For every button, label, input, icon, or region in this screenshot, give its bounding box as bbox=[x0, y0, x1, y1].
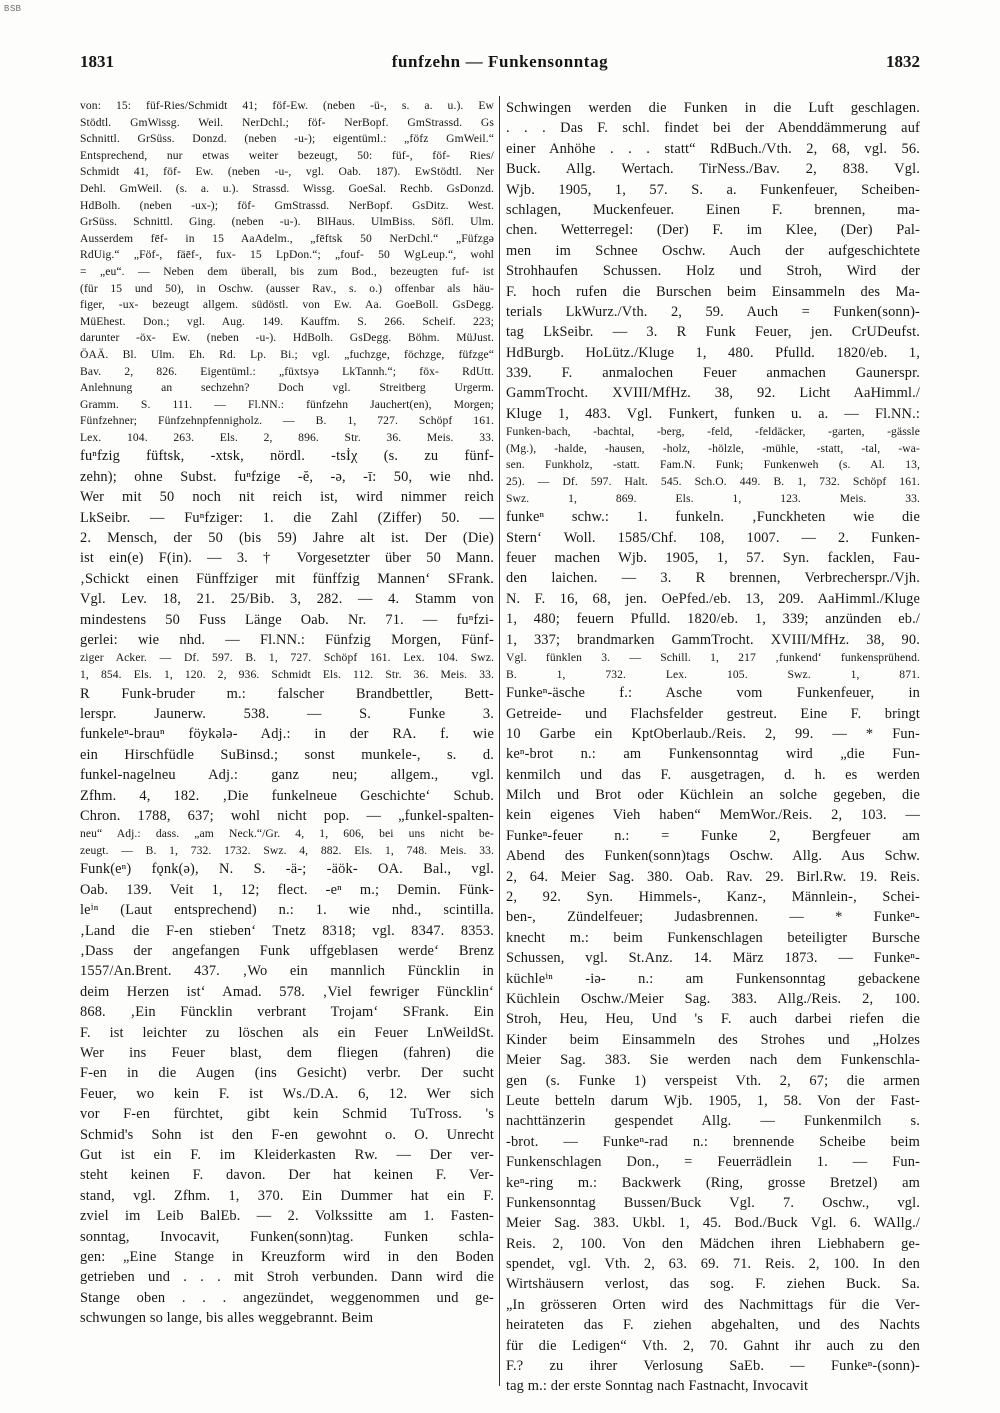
text-line: kenmilch und das F. ausgetragen, d. h. es werden bbox=[506, 766, 920, 783]
text-line: Milch und Brot oder Küchlein an solche gegeben, die bbox=[506, 787, 920, 804]
text-line: keⁿ-brot n.: am Funkensonntag wird „die Fun- bbox=[506, 746, 920, 763]
text-line: darunter -öx- Ew. (neben -u-). HdBolh. GsDegg. Böhm. MüJust. bbox=[80, 331, 494, 345]
text-line: leⁱⁿ (Laut entsprechend) n.: 1. wie nhd., scintilla. bbox=[80, 902, 494, 919]
text-line: knecht m.: beim Funkenschlagen beteiligter Bursche bbox=[506, 929, 920, 946]
page-number-left: 1831 bbox=[80, 52, 114, 71]
text-line: Ausserdem fēf- in 15 AaAdelm., „fēftsk 50 NerDchl.“ „Füfzgə bbox=[80, 231, 494, 245]
text-line: Abend des Funken(sonn)tags Oschw. Allg. Aus Schw. bbox=[506, 848, 920, 865]
text-line: schlagen, Muckenfeuer. Einen F. brennen, ma- bbox=[506, 201, 920, 218]
text-line: (Mg.), -halde, -hausen, -holz, -hölzle, -mühle, -statt, -tal, -wa- bbox=[506, 441, 920, 455]
text-line: Leute betteln darum Wjb. 1905, 1, 58. Von der Fast- bbox=[506, 1092, 920, 1109]
text-line: ‚Schickt einen Fünffziger mit fünffzig Mannen‘ SFrank. bbox=[80, 570, 494, 587]
text-line: feuer machen Wjb. 1905, 1, 57. Syn. facklen, Fau- bbox=[506, 550, 920, 566]
text-line: figer, -ux- bezeugt allgem. südöstl. von Ew. Aa. GoeBoll. GsDegg. bbox=[80, 298, 494, 312]
text-line: einer Anhöhe . . . statt“ RdBuch./Vth. 2, 68, vgl. 56. bbox=[506, 140, 920, 157]
text-line: Getreide- und Flachsfelder gestreut. Eine F. bringt bbox=[506, 705, 920, 722]
text-line: Schwingen werden die Funken in die Luft geschlagen. bbox=[506, 100, 920, 116]
text-line: Funkeⁿ-feuer n.: = Funke 2, Bergfeuer am bbox=[506, 827, 920, 844]
text-line: F. ist leichter zu löschen als ein Feuer LnWeildSt. bbox=[80, 1024, 494, 1041]
text-line: Stange oben . . . angezündet, weggenommen und ge- bbox=[80, 1289, 494, 1306]
text-line: Funken-bach, -bachtal, -berg, -feld, -feldäcker, -garten, -gässle bbox=[506, 425, 920, 439]
text-line: Schnittl. GrSüss. Donzd. (neben -u-); eigentüml.: „föfz GmWeil.“ bbox=[80, 132, 494, 146]
text-line: steht keinen F. davon. Der hat keinen F. Ver- bbox=[80, 1167, 494, 1184]
text-line: zeugt. — B. 1, 732. 1732. Swz. 4, 882. Els. 1, 748. Meis. 33. bbox=[80, 843, 494, 857]
text-line: Kinder beim Einsammeln des Strohes und „Holzes bbox=[506, 1031, 920, 1048]
column-divider bbox=[499, 96, 500, 1386]
text-line: getrieben und . . . mit Stroh verbunden. Dann wird die bbox=[80, 1269, 494, 1286]
text-line: Anlehnung an sechzehn? Doch vgl. Streitberg Urgerm. bbox=[80, 381, 494, 395]
text-line: keⁿ-ring m.: Backwerk (Ring, grosse Bretzel) am bbox=[506, 1174, 920, 1191]
text-line: funkeⁿ schw.: 1. funkeln. ‚Funckheten wie die bbox=[506, 509, 920, 526]
text-line: Schmid's Sohn ist den F-en gewohnt o. O. Unrecht bbox=[80, 1126, 494, 1143]
text-line: N. F. 16, 68, jen. OePfed./eb. 13, 209. AaHimml./Kluge bbox=[506, 590, 920, 607]
text-line: den laichen. — 3. R brennen, Verbrecherspr./Vjh. bbox=[506, 570, 920, 587]
text-line: = „eu“. — Neben dem überall, bis zum Bod., bezeugten fuf- ist bbox=[80, 264, 494, 278]
text-line: Funkenschlagen Don., = Feuerrädlein 1. — Fun- bbox=[506, 1154, 920, 1171]
text-line: tag LkSeibr. — 3. R Funk Feuer, jen. CrUDeufst. bbox=[506, 324, 920, 341]
text-line: R Funk-bruder m.: falscher Brandbettler, Bett- bbox=[80, 685, 494, 702]
text-line: Funk(eⁿ) fǫnk(ə), N. S. -ä-; -äök- OA. Bal., vgl. bbox=[80, 861, 494, 878]
text-line: stand, vgl. Zfhm. 1, 370. Ein Dummer hat ein F. bbox=[80, 1187, 494, 1204]
page-header bbox=[80, 52, 920, 78]
text-line: Schmidt 41, föf- Ew. (neben -u-, vgl. Oab. 187). EwStödtl. Ner bbox=[80, 165, 494, 179]
running-title: funfzehn — Funkensonntag bbox=[391, 52, 609, 71]
text-line: Wjb. 1905, 1, 57. S. a. Funkenfeuer, Scheiben- bbox=[506, 181, 920, 198]
text-line: Gut ist ein F. im Kleiderkasten Rw. — Der ver- bbox=[80, 1146, 494, 1163]
text-line: Entsprechend, nur etwas weiter bezeugt, 50: füf-, föf- Ries/ bbox=[80, 148, 494, 162]
text-line: LkSeibr. — Fuⁿfziger: 1. die Zahl (Ziffer) 50. — bbox=[80, 509, 494, 526]
text-line: Wer mit 50 noch nit reich ist, wird nimmer reich bbox=[80, 489, 494, 506]
text-line: Dehl. GmWeil. (s. a. u.). Strassd. Wissg. GoeSal. Rechb. GsDonzd. bbox=[80, 181, 494, 195]
text-line: Buck. Allg. Wertach. TirNess./Bav. 2, 838. Vgl. bbox=[506, 161, 920, 178]
text-line: Fünfzehner; Fünfzehnpfennigholz. — B. 1, 727. Schöpf 161. bbox=[80, 414, 494, 428]
text-line: 2. Mensch, der 50 (bis 59) Jahre alt ist. Der (Die) bbox=[80, 530, 494, 547]
text-line: nachttänzerin gespendet Allg. — Funkenmilch s. bbox=[506, 1113, 920, 1130]
text-line: F.? zu ihrer Verlosung SaEb. — Funkeⁿ-(sonn)- bbox=[506, 1358, 920, 1375]
text-line: Bav. 2, 826. Eigentüml.: „füxtsyə LkTannh.“; föx- RdUtt. bbox=[80, 364, 494, 378]
text-line: Schussen, vgl. St.Anz. 14. März 1873. — Funkeⁿ- bbox=[506, 950, 920, 967]
text-line: schwungen so lange, bis alles weggebrannt. Beim bbox=[80, 1310, 374, 1327]
left-column bbox=[80, 98, 494, 1398]
text-line: 1, 337; brandmarken GammTrocht. XVIII/MfHz. 38, 90. bbox=[506, 631, 920, 648]
text-line: MüEhest. Don.; vgl. Aug. 149. Kauffm. S. 266. Scheif. 223; bbox=[80, 314, 494, 328]
text-line: Küchlein Oschw./Meier Sag. 383. Allg./Reis. 2, 100. bbox=[506, 991, 920, 1007]
text-line: HdBolh. (neben -ux-); föf- GmStrassd. NerBopf. GsDitz. West. bbox=[80, 198, 494, 212]
text-line: ‚Dass der angefangen Funk uffgeblasen werde‘ Brenz bbox=[80, 943, 494, 960]
text-line: -brot. — Funkeⁿ-rad n.: brennende Scheibe beim bbox=[506, 1133, 920, 1150]
text-line: men im Schnee Oschw. Auch der aufgeschichtete bbox=[506, 242, 920, 259]
text-line: ziger Acker. — Df. 597. B. 1, 727. Schöpf 161. Lex. 104. Swz. bbox=[80, 651, 494, 665]
text-line: Feuer, wo kein F. ist Ws./D.A. 6, 12. Wer sich bbox=[80, 1085, 494, 1102]
text-line: 2, 64. Meier Sag. 380. Oab. Rav. 29. Birl.Rw. 19. Reis. bbox=[506, 868, 920, 885]
text-line: Vgl. Lev. 18, 21. 25/Bib. 3, 282. — 4. Stamm von bbox=[80, 591, 494, 608]
text-line: neu“ Adj.: dass. „am Neck.“/Gr. 4, 1, 606, bei uns nicht be- bbox=[80, 827, 494, 841]
text-line: ÖAÄ. Bl. Ulm. Eh. Rd. Lp. Bi.; vgl. „fuchzge, föchzge, füfzge“ bbox=[80, 347, 494, 361]
text-line: Oab. 139. Veit 1, 12; flect. -eⁿ m.; Demin. Fünk- bbox=[80, 881, 494, 898]
text-line: . . . Das F. schl. findet bei der Abenddämmerung auf bbox=[506, 120, 920, 137]
text-line: terials LkWurz./Vth. 2, 59. Auch = Funken(sonn)- bbox=[506, 303, 920, 320]
text-line: kein eigenes Vieh haben“ MemWor./Reis. 2, 103. — bbox=[506, 807, 920, 824]
text-line: ein Hirschfüdle SuBinsd.; sonst munkele-, s. d. bbox=[80, 746, 494, 763]
text-line: sen. Funkholz, -statt. Fam.N. Funk; Funkenweh (s. Al. 13, bbox=[506, 458, 920, 472]
text-line: RdUig.“ „Föf-, fäēf-, fux- 15 LpDon.“; „fouf- 50 WgLeup.“, wohl bbox=[80, 248, 494, 262]
text-line: Lex. 104. 263. Els. 2, 896. Str. 36. Meis. 33. bbox=[80, 430, 494, 444]
text-line: Funkensonntag Bussen/Buck Vgl. 7. Oschw., vgl. bbox=[506, 1194, 920, 1211]
text-line: 1557/An.Brent. 437. ‚Wo ein mannlich Füncklin in bbox=[80, 963, 494, 980]
page-number-right: 1832 bbox=[886, 52, 920, 71]
text-line: Zfhm. 4, 182. ‚Die funkelneue Geschichte‘ Schub. bbox=[80, 787, 494, 804]
text-line: Chron. 1788, 637; wohl nicht pop. — „funkel-spalten- bbox=[80, 807, 494, 824]
text-line: von: 15: füf-Ries/Schmidt 41; föf-Ew. (neben -ü-, s. a. u.). Ew bbox=[80, 99, 494, 112]
text-line: Stern‘ Woll. 1585/Chf. 108, 1007. — 2. Funken- bbox=[506, 529, 920, 546]
text-line: Reis. 2, 100. Von den Mädchen ihren Liebhabern ge- bbox=[506, 1235, 920, 1252]
text-line: chen. Wetterregel: (Der) F. im Klee, (Der) Pal- bbox=[506, 222, 920, 239]
text-line: zviel im Leib BalEb. — 2. Volkssitte am 1. Fasten- bbox=[80, 1208, 494, 1225]
text-line: küchleⁱⁿ -iə- n.: am Funkensonntag gebackene bbox=[506, 970, 920, 987]
text-line: zehn); ohne Subst. fuⁿfzige -ĕ, -ə, -ī: 50, wie nhd. bbox=[80, 468, 494, 485]
text-line: für die Ledigen“ Vth. 2, 70. Gahnt ihr auch zu den bbox=[506, 1337, 920, 1354]
text-line: mindestens 50 Fuss Länge Oab. Nr. 71. — fuⁿfzi- bbox=[80, 611, 494, 628]
text-line: Stödtl. GmWissg. Weil. NerDchl.; föf- NerBopf. GmStrassd. Gs bbox=[80, 115, 494, 129]
text-line: vor F-en fürchtet, gibt kein Schmid TuTross. 's bbox=[80, 1106, 494, 1123]
text-line: Strohhaufen Schussen. Holz und Stroh, Wird der bbox=[506, 263, 920, 280]
text-line: 10 Garbe ein KptOberlaub./Reis. 2, 99. — * Fun- bbox=[506, 725, 920, 742]
text-line: fuⁿfzig füftsk, -xtsk, nördl. -tsİχ (s. zu fünf- bbox=[80, 448, 494, 465]
text-line: Swz. 1, 869. Els. 1, 123. Meis. 33. bbox=[506, 491, 920, 505]
text-line: 1, 480; feuern Pfulld. 1820/eb. 1, 339; anzünden eb./ bbox=[506, 611, 920, 628]
text-line: Gramm. S. 111. — Fl.NN.: fünfzehn Jauchert(en), Morgen; bbox=[80, 397, 494, 411]
right-column bbox=[506, 98, 920, 1398]
text-line: 868. ‚Ein Füncklin verbrant Trojam‘ SFrank. Ein bbox=[80, 1004, 494, 1021]
text-line: lerspr. Jaunerw. 538. — S. Funke 3. bbox=[80, 705, 494, 722]
text-line: Vgl. fünklen 3. — Schill. 1, 217 ‚funkend‘ funkensprühend. bbox=[506, 650, 920, 664]
text-line: heirateten das F. ziehen abgehalten, und des Nachts bbox=[506, 1317, 920, 1334]
text-line: funkel-nagelneu Adj.: ganz neu; allgem., vgl. bbox=[80, 767, 494, 784]
text-line: 25). — Df. 597. Halt. 545. Sch.O. 449. B. 1, 732. Schöpf 161. bbox=[506, 475, 920, 489]
text-line: spendet, vgl. Vth. 2, 63. 69. 71. Reis. 2, 100. In den bbox=[506, 1256, 920, 1273]
text-line: gen: „Eine Stange in Kreuzform wird in den Boden bbox=[80, 1248, 494, 1265]
text-line: Wer ins Feuer blast, dem fliegen (fahren) die bbox=[80, 1045, 494, 1061]
text-line: ist ein(e) F(in). — 3. † Vorgesetzter über 50 Mann. bbox=[80, 550, 494, 567]
library-stamp: BSB bbox=[4, 4, 22, 13]
text-line: (für 15 und 50), in Oschw. (ausser Rav., s. o.) offenbar als häu- bbox=[80, 281, 494, 295]
text-line: B. 1, 732. Lex. 105. Swz. 1, 871. bbox=[506, 667, 920, 681]
text-line: deim Herzen ist‘ Amad. 578. ‚Viel fewriger Füncklin‘ bbox=[80, 983, 494, 1000]
text-line: ‚Land die F-en stieben‘ Tnetz 8318; vgl. 8347. 8353. bbox=[80, 922, 494, 939]
text-line: HdBurgb. HoLütz./Kluge 1, 480. Pfulld. 1820/eb. 1, bbox=[506, 344, 920, 361]
text-line: Wirtshäusern verlost, das sog. F. ziehen Buck. Sa. bbox=[506, 1276, 920, 1293]
text-line: funkeleⁿ-brauⁿ föykələ- Adj.: in der RA. f. wie bbox=[80, 726, 494, 743]
text-line: „In grösseren Orten wird des Nachmittags für die Ver- bbox=[506, 1296, 920, 1313]
text-line: Stroh, Heu, Heu, Und 's F. auch darbei riefen die bbox=[506, 1011, 920, 1028]
text-line: 339. F. anmalochen Feuer anmachen Gaunerspr. bbox=[506, 365, 920, 382]
text-line: GammTrocht. XVIII/MfHz. 38, 92. Licht AaHimml./ bbox=[506, 385, 920, 402]
text-line: Kluge 1, 483. Vgl. Funkert, funken u. a. — Fl.NN.: bbox=[506, 405, 920, 422]
text-line: 2, 92. Syn. Himmels-, Kanz-, Männlein-, Schei- bbox=[506, 889, 920, 906]
text-line: F-en in die Augen (ins Gesicht) verbr. Der sucht bbox=[80, 1065, 494, 1082]
text-line: F. hoch rufen die Burschen beim Einsammeln des Ma- bbox=[506, 283, 920, 300]
text-line: 1, 854. Els. 1, 120. 2, 936. Schmidt Els. 112. Str. 36. Meis. 33. bbox=[80, 667, 494, 681]
text-line: ben-, Zündelfeuer; Judasbrennen. — * Funkeⁿ- bbox=[506, 909, 920, 926]
text-line: Meier Sag. 383. Sie werden nach dem Funkenschla- bbox=[506, 1052, 920, 1069]
text-line: GrSüss. Schnittl. Ging. (neben -u-). BlHaus. UlmBiss. Söfl. Ulm. bbox=[80, 215, 494, 229]
text-line: gerlei: wie nhd. — Fl.NN.: Fünfzig Morgen, Fünf- bbox=[80, 631, 494, 648]
text-line: Funkeⁿ-äsche f.: Asche vom Funkenfeuer, in bbox=[506, 685, 920, 702]
text-line: gen (s. Funke 1) verspeist Vth. 2, 67; die armen bbox=[506, 1072, 920, 1089]
text-line: tag m.: der erste Sonntag nach Fastnacht, Invocavit bbox=[506, 1378, 809, 1395]
text-line: sonntag, Invocavit, Funken(sonn)tag. Funken schla- bbox=[80, 1228, 494, 1245]
text-line: Meier Sag. 383. Ukbl. 1, 45. Bod./Buck Vgl. 6. WAllg./ bbox=[506, 1215, 920, 1232]
